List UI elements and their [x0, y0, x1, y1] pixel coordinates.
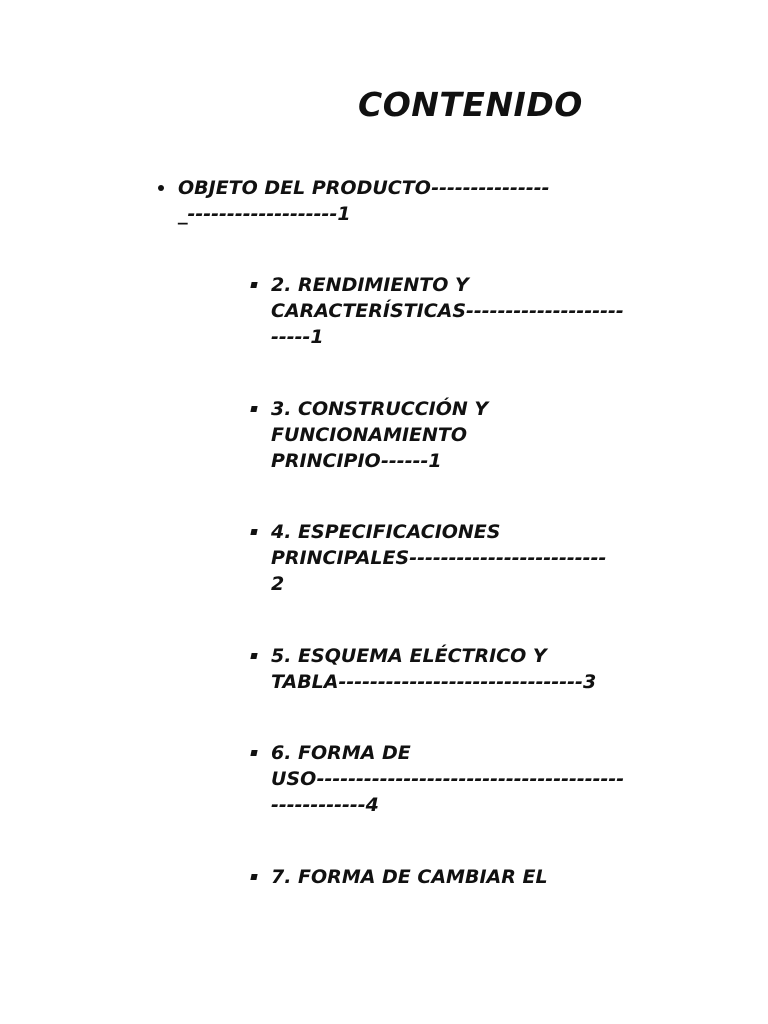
page-title: CONTENIDO — [358, 85, 583, 124]
square-bullet-icon — [250, 529, 257, 535]
toc-item-line: ------------4 — [271, 794, 379, 816]
toc-item-line: 2 — [271, 573, 285, 595]
toc-item-line: 5. ESQUEMA ELÉCTRICO Y — [271, 645, 547, 667]
round-bullet-icon — [158, 185, 164, 191]
toc-item-line: FUNCIONAMIENTO — [271, 424, 468, 446]
square-bullet-icon — [250, 653, 257, 659]
square-bullet-icon — [250, 406, 257, 412]
toc-item-line: USO--------------------------------------- — [271, 768, 625, 790]
toc-item-objeto-del-producto — [178, 175, 598, 227]
toc-item-line: 7. FORMA DE CAMBIAR EL — [271, 866, 548, 888]
toc-item-line: 4. ESPECIFICACIONES — [271, 521, 501, 543]
toc-item-line: CARACTERÍSTICAS-------------------- — [271, 300, 624, 322]
toc-item-construccion — [271, 396, 661, 474]
toc-item-line: 2. RENDIMIENTO Y — [271, 274, 469, 296]
toc-item-forma-de-cambiar — [271, 864, 661, 890]
toc-item-esquema-electrico — [271, 643, 661, 695]
toc-item-rendimiento — [271, 272, 661, 350]
toc-item-line: PRINCIPALES------------------------- — [271, 547, 607, 569]
toc-item-line: _-------------------1 — [178, 203, 351, 225]
toc-item-line: TABLA-------------------------------3 — [271, 671, 597, 693]
toc-item-line: 6. FORMA DE — [271, 742, 411, 764]
square-bullet-icon — [250, 874, 257, 880]
toc-item-forma-de-uso — [271, 740, 661, 818]
square-bullet-icon — [250, 750, 257, 756]
square-bullet-icon — [250, 282, 257, 288]
toc-item-line: -----1 — [271, 326, 324, 348]
toc-item-line: 3. CONSTRUCCIÓN Y — [271, 398, 489, 420]
toc-item-line: OBJETO DEL PRODUCTO--------------- — [178, 177, 550, 199]
toc-item-especificaciones — [271, 519, 661, 597]
toc-item-line: PRINCIPIO------1 — [271, 450, 442, 472]
